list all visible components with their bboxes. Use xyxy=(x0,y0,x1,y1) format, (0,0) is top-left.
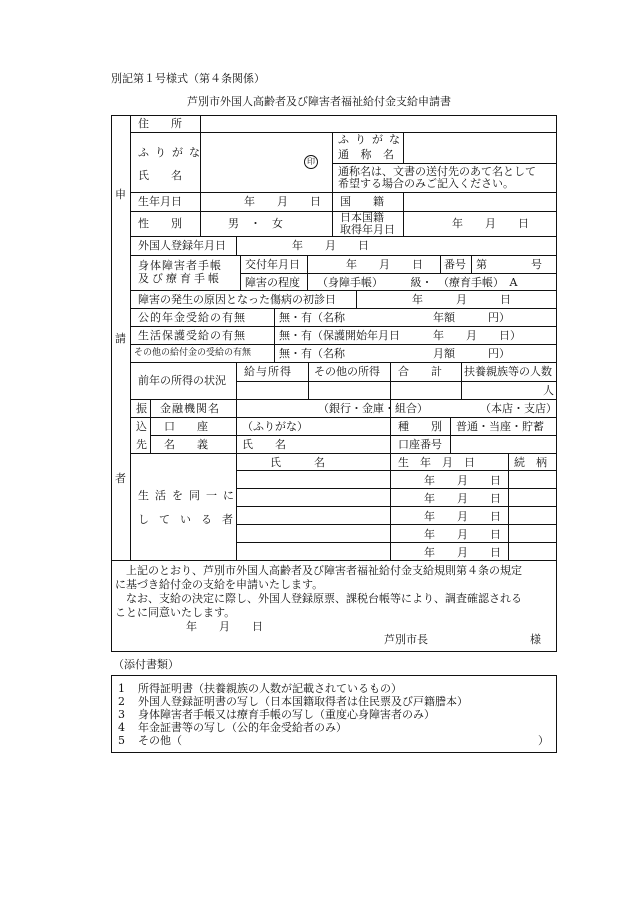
other-benefit-label: その他の給付金の受給の有無 xyxy=(134,348,252,358)
statement-line-2: に基づき給付金の支給を申請いたします。 xyxy=(115,578,324,591)
jp-nationality-date-label-1: 日本国籍 xyxy=(340,211,384,224)
salary-income-label: 給与所得 xyxy=(244,365,292,378)
handbook-label-1: 身体障害者手帳 xyxy=(138,259,222,272)
attachment-text-4: 年金証書等の写し（公的年金受給者のみ） xyxy=(138,721,347,734)
jp-nationality-date-label-2: 取得年月日 xyxy=(340,223,395,236)
transfer-side-char-2: 込 xyxy=(136,420,147,433)
account-furigana-label: （ふりがな） xyxy=(242,420,308,433)
bank-name-label: 金融機関名 xyxy=(160,402,220,415)
alias-field[interactable] xyxy=(405,134,555,162)
bank-type-options[interactable]: （銀行・金庫・組合） xyxy=(318,402,428,415)
nationality-field[interactable] xyxy=(405,194,555,210)
account-number-label: 口座番号 xyxy=(398,438,442,451)
handbook-number-label: 番号 xyxy=(444,258,466,271)
account-holder-name-label: 氏 名 xyxy=(242,438,286,451)
applicant-side-char-3: 者 xyxy=(115,472,126,485)
form-reference: 別記第１号様式（第４条関係） xyxy=(111,72,265,85)
other-income-field[interactable] xyxy=(310,383,389,398)
household-row-birth-5[interactable]: 年 月 日 xyxy=(424,546,501,559)
statement-line-4: ことに同意いたします。 xyxy=(115,606,236,619)
issue-date-value[interactable]: 年 月 日 xyxy=(346,258,423,271)
attachment-num-5: 5 xyxy=(118,734,125,747)
issue-date-label: 交付年月日 xyxy=(245,258,300,271)
attachment-text-1: 所得証明書（扶養親族の人数が記載されているもの） xyxy=(138,682,402,695)
attachment-num-2: 2 xyxy=(118,695,125,708)
attachment-text-2: 外国人登録証明書の写し（日本国籍取得者は住民票及び戸籍謄本） xyxy=(138,695,468,708)
form-title: 芦別市外国人高齢者及び障害者福祉給付金支給申請書 xyxy=(187,95,451,108)
pension-value[interactable]: 無・有（名称 年額 円） xyxy=(279,311,510,324)
household-birth-column: 生 年 月 日 xyxy=(398,456,475,469)
furigana-label: ふりがな xyxy=(138,146,206,159)
attachment-num-4: 4 xyxy=(118,721,125,734)
household-label-2: している者 xyxy=(138,513,243,526)
alias-note-line-2: 希望する場合のみご記入ください。 xyxy=(338,177,514,190)
applicant-side-char-1: 申 xyxy=(115,188,126,201)
birth-date-value[interactable]: 年 月 日 xyxy=(244,195,321,208)
initial-diagnosis-value[interactable]: 年 月 日 xyxy=(412,293,511,306)
pension-label: 公的年金受給の有無 xyxy=(138,311,246,324)
household-row-birth-4[interactable]: 年 月 日 xyxy=(424,528,501,541)
address-label: 住 所 xyxy=(138,117,182,130)
total-income-field[interactable] xyxy=(392,383,460,398)
household-row-birth-1[interactable]: 年 月 日 xyxy=(424,474,501,487)
seal-mark: 印 xyxy=(304,155,318,169)
statement-line-1: 上記のとおり、芦別市外国人高齢者及び障害者福祉給付金支給規則第４条の規定 xyxy=(126,564,522,577)
salary-income-field[interactable] xyxy=(238,383,307,398)
handbook-label-2: 及び療育手帳 xyxy=(138,272,222,285)
nationality-label: 国 籍 xyxy=(340,195,384,208)
handbook-number-value[interactable]: 第 号 xyxy=(476,258,542,271)
household-name-column: 氏 名 xyxy=(270,456,325,469)
mayor-label: 芦別市長 xyxy=(384,633,428,646)
initial-diagnosis-label: 障害の発生の原因となった傷病の初診日 xyxy=(138,293,336,306)
household-row-birth-2[interactable]: 年 月 日 xyxy=(424,492,501,505)
transfer-side-char-3: 先 xyxy=(136,438,147,451)
alien-registration-value[interactable]: 年 月 日 xyxy=(292,239,369,252)
total-income-label: 合 計 xyxy=(398,365,442,378)
account-type-label: 種 別 xyxy=(398,420,442,433)
other-income-label: その他の所得 xyxy=(314,365,380,378)
statement-line-3: なお、支給の決定に際し、外国人登録原票、課税台帳等により、調査確認される xyxy=(126,592,522,605)
gender-value[interactable]: 男 ・ 女 xyxy=(228,217,283,230)
name-label: 氏 名 xyxy=(138,169,182,182)
address-field[interactable] xyxy=(202,117,554,131)
alias-furigana-label: ふりがな xyxy=(338,133,406,146)
prev-income-label: 前年の所得の状況 xyxy=(138,374,226,387)
dependents-unit: 人 xyxy=(543,384,554,397)
disability-degree-label: 障害の程度 xyxy=(245,276,300,289)
branch-type-options[interactable]: （本店・支店） xyxy=(480,402,557,415)
jp-nationality-date-value[interactable]: 年 月 日 xyxy=(452,217,529,230)
alien-registration-label: 外国人登録年月日 xyxy=(138,239,226,252)
application-date[interactable]: 年 月 日 xyxy=(186,620,263,633)
attachment-num-3: 3 xyxy=(118,708,125,721)
welfare-label: 生活保護受給の有無 xyxy=(138,329,246,342)
attachments-title: （添付書類） xyxy=(113,658,179,671)
dependents-label: 扶養親族等の人数 xyxy=(464,365,552,378)
household-label-1: 生活を同一に xyxy=(138,489,240,502)
household-row-birth-3[interactable]: 年 月 日 xyxy=(424,510,501,523)
birth-date-label: 生年月日 xyxy=(138,195,182,208)
mayor-honorific: 様 xyxy=(530,633,541,646)
attachment-num-1: 1 xyxy=(118,682,125,695)
disability-degree-value[interactable]: （身障手帳） 級・ （療育手帳） A xyxy=(317,276,518,289)
account-type-options[interactable]: 普通・当座・貯蓄 xyxy=(456,420,544,433)
alias-note-line-1: 通称名は、文書の送付先のあて名として xyxy=(338,165,536,178)
account-holder-label: 名 義 xyxy=(164,438,208,451)
account-label: 口 座 xyxy=(164,420,208,433)
welfare-value[interactable]: 無・有（保護開始年月日 年 月 日） xyxy=(279,329,521,342)
other-benefit-value[interactable]: 無・有（名称 月額 円） xyxy=(279,347,510,360)
alias-label: 通 称 名 xyxy=(338,148,398,161)
attachment-text-5: その他（ xyxy=(138,734,182,747)
gender-label: 性 別 xyxy=(138,217,182,230)
attachment-close-paren: ） xyxy=(538,734,549,747)
attachment-text-3: 身体障害者手帳又は療育手帳の写し（重度心身障害者のみ） xyxy=(138,708,435,721)
transfer-side-char-1: 振 xyxy=(136,402,147,415)
household-relation-column: 続 柄 xyxy=(514,456,547,469)
applicant-side-char-2: 請 xyxy=(115,332,126,345)
account-number-field[interactable] xyxy=(452,437,555,452)
